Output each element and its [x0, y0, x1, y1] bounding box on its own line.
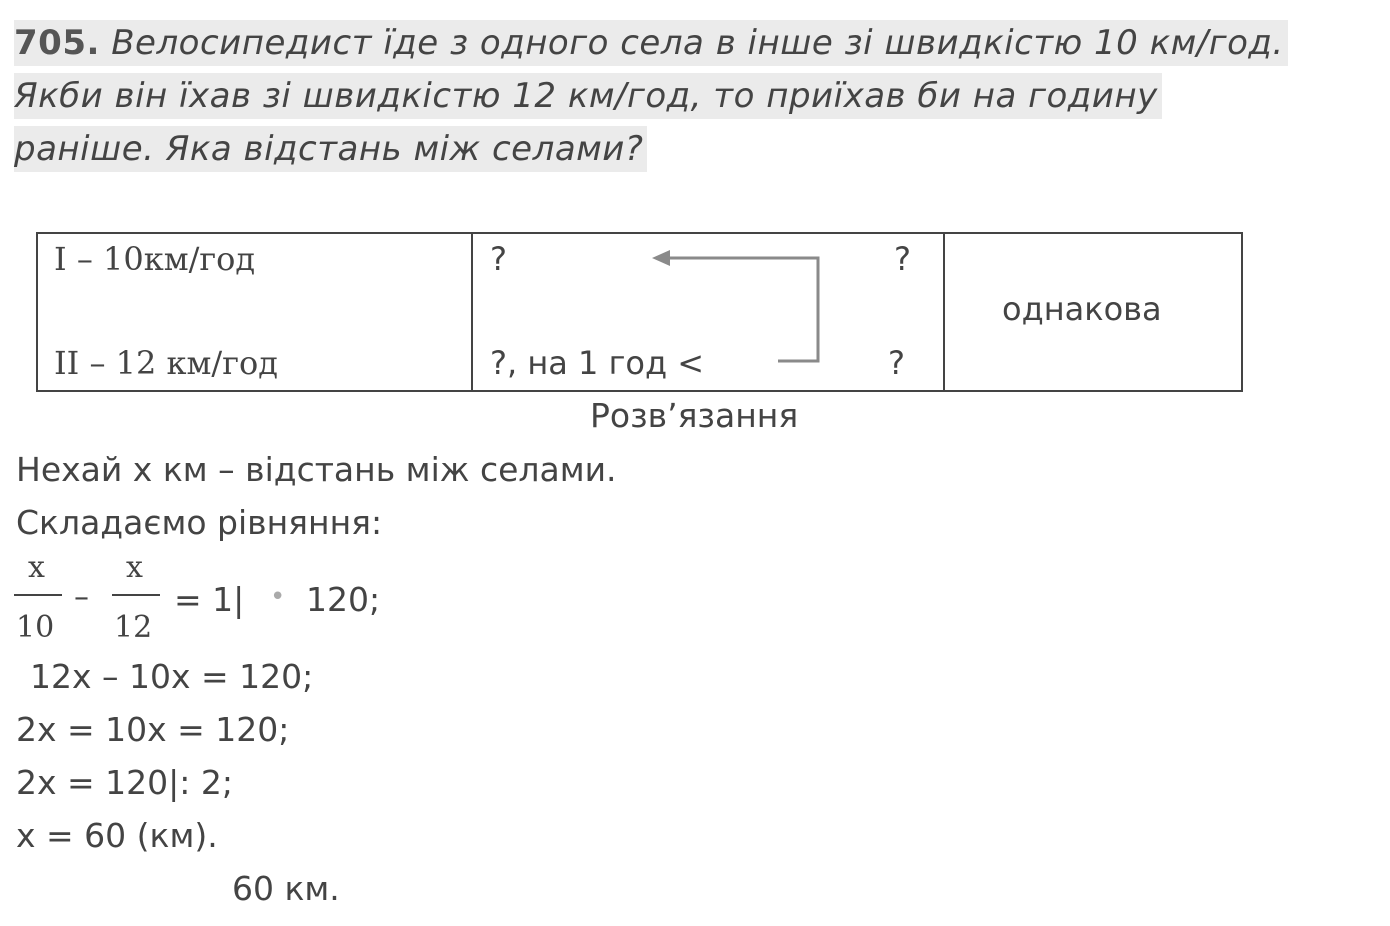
problem-line-1 — [14, 20, 1288, 66]
cell-distance-1: ? — [894, 240, 911, 278]
fraction1-bar — [14, 594, 62, 596]
problem-number: 705. — [14, 23, 100, 63]
cell-distance-note: однакова — [1002, 290, 1162, 328]
let-statement: Нехай x км – відстань між селами. — [16, 450, 617, 489]
fraction1-numerator: x — [28, 550, 45, 585]
equation-rest: = 1| — [174, 580, 245, 619]
solution-heading: Розв’язання — [590, 396, 799, 435]
problem-text-1: Велосипедист їде з одного села в інше зі швидкістю 10 км/год. — [111, 23, 1284, 63]
fraction1-denominator: 10 — [16, 610, 55, 645]
step-1: 12x – 10x = 120; — [30, 657, 314, 696]
cell-speed-2: II – 12 км/год — [54, 344, 278, 382]
step-3: 2x = 120|: 2; — [16, 763, 233, 802]
fraction2-numerator: x — [126, 550, 143, 585]
equation-multiplier: 120; — [306, 580, 381, 619]
problem-line-2: Якби він їхав зі швидкістю 12 км/год, то приїхав би на годину — [14, 73, 1162, 119]
minus-sign: – — [74, 580, 89, 615]
cell-time-1: ? — [490, 240, 507, 278]
multiply-dot: • — [270, 582, 286, 612]
cell-speed-1: I – 10км/год — [54, 240, 256, 278]
fraction2-denominator: 12 — [114, 610, 153, 645]
cell-distance-2: ? — [888, 344, 905, 382]
answer: 60 км. — [232, 869, 340, 908]
cell-time-2: ?, на 1 год < — [490, 344, 705, 382]
table-divider-1 — [471, 234, 473, 390]
comparison-arrow-icon — [638, 244, 838, 374]
table-divider-2 — [943, 234, 945, 390]
step-4: x = 60 (км). — [16, 816, 218, 855]
step-2: 2x = 10x = 120; — [16, 710, 290, 749]
condition-table — [36, 232, 1243, 392]
problem-line-3: раніше. Яка відстань між селами? — [14, 126, 647, 172]
compose-statement: Складаємо рівняння: — [16, 503, 383, 542]
fraction2-bar — [112, 594, 160, 596]
